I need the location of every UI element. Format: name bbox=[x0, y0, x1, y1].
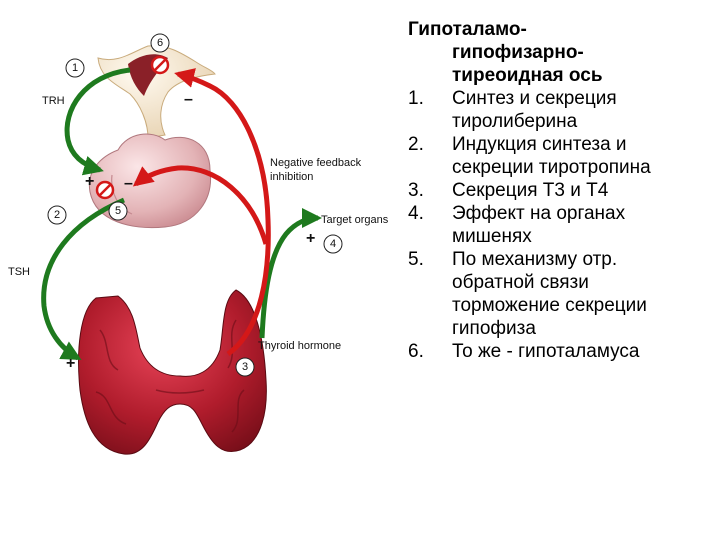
plus-sign-pituitary: + bbox=[85, 173, 95, 190]
pituitary-gland bbox=[89, 134, 210, 228]
panel-title bbox=[408, 18, 713, 87]
list-item-line: тиролиберина bbox=[452, 111, 578, 132]
description-panel bbox=[408, 18, 713, 363]
svg-text:2: 2 bbox=[53, 209, 61, 221]
list-item-line: торможение секреции bbox=[452, 295, 647, 316]
svg-text:5: 5 bbox=[114, 205, 122, 217]
step-marker-3 bbox=[236, 358, 254, 376]
list-item-line: Эффект на органах bbox=[452, 203, 626, 224]
list-item bbox=[408, 133, 713, 179]
list-item-number: 2. bbox=[408, 134, 424, 155]
list-item bbox=[408, 179, 713, 202]
panel-title-line-1: Гипоталамо- bbox=[408, 19, 527, 40]
svg-text:6: 6 bbox=[156, 37, 164, 49]
list-item-line: Индукция синтеза и bbox=[452, 134, 627, 155]
list-item bbox=[408, 87, 713, 133]
plus-sign-target-organs: + bbox=[306, 230, 316, 247]
trh-label: TRH bbox=[42, 95, 65, 107]
list-item-number: 3. bbox=[408, 180, 424, 201]
negative-feedback-label-line1: Negative feedback bbox=[270, 157, 362, 169]
target-organs-label: Target organs bbox=[321, 214, 389, 226]
svg-text:1: 1 bbox=[71, 62, 79, 74]
list-item bbox=[408, 340, 713, 363]
step-marker-5 bbox=[109, 202, 127, 220]
list-item bbox=[408, 202, 713, 248]
panel-title-line-3: тиреоидная ось bbox=[452, 65, 603, 86]
list-item-number: 1. bbox=[408, 88, 424, 109]
steps-list bbox=[408, 87, 713, 363]
minus-sign-hypothalamus: – bbox=[184, 91, 193, 108]
pituitary-inhibition-icon bbox=[97, 182, 113, 198]
list-item-line: секреции тиротропина bbox=[452, 157, 651, 178]
step-marker-1 bbox=[66, 59, 84, 77]
list-item-number: 4. bbox=[408, 203, 424, 224]
list-item-line: Секреция Т3 и Т4 bbox=[452, 180, 609, 201]
panel-title-line-2: гипофизарно- bbox=[452, 42, 584, 63]
svg-text:3: 3 bbox=[241, 361, 249, 373]
step-marker-4 bbox=[324, 235, 342, 253]
plus-sign-thyroid: + bbox=[66, 355, 76, 372]
list-item bbox=[408, 248, 713, 340]
thyroid-hormone-label: Thyroid hormone bbox=[258, 340, 342, 352]
tsh-label: TSH bbox=[8, 266, 30, 278]
list-item-line: мишенях bbox=[452, 226, 532, 247]
step-marker-6 bbox=[151, 34, 169, 52]
svg-text:4: 4 bbox=[329, 238, 337, 250]
negative-feedback-label-line2: inhibition bbox=[270, 171, 314, 183]
minus-sign-pituitary: – bbox=[124, 175, 133, 192]
list-item-number: 6. bbox=[408, 341, 424, 362]
list-item-line: гипофиза bbox=[452, 318, 536, 339]
list-item-line: Синтез и секреция bbox=[452, 88, 617, 109]
step-marker-2 bbox=[48, 206, 66, 224]
hypothalamus-inhibition-icon bbox=[152, 57, 168, 73]
list-item-number: 5. bbox=[408, 249, 424, 270]
list-item-line: обратной связи bbox=[452, 272, 589, 293]
list-item-line: То же - гипоталамуса bbox=[452, 341, 640, 362]
list-item-line: По механизму отр. bbox=[452, 249, 618, 270]
